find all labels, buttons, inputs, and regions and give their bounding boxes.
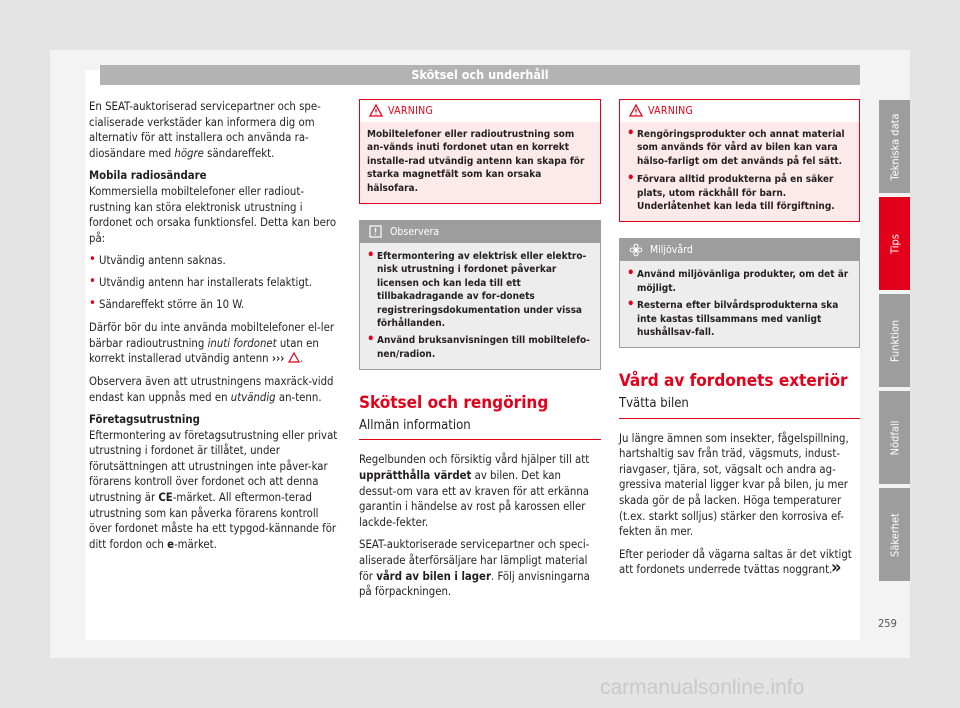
continue-arrow[interactable]: »	[831, 557, 842, 578]
antenna-paragraph: Därför bör du inte använda mobiltelefoner el-ler bärbar radioutrustning inuti fordonet utan en korrekt installerad utvändig antenn ››› .	[89, 321, 335, 366]
column-3	[619, 99, 860, 585]
flower-icon	[629, 243, 643, 257]
e-mark: e	[167, 537, 174, 551]
list-item: • Sändareffekt större än 10 W.	[89, 297, 341, 313]
tab-tips[interactable]: Tips	[879, 197, 910, 290]
note-title: Observera	[390, 226, 440, 239]
warning-triangle-icon	[288, 352, 300, 363]
list-item: • Rengöringsprodukter och annat material som används för vård av bilen kan vara hälso-farligt om det används på fel sätt.	[627, 128, 852, 168]
warning-triangle-icon	[369, 104, 383, 117]
cross-reference-arrow[interactable]: ›››	[271, 352, 285, 366]
salt-paragraph: Efter perioder då vägarna saltas är det viktigt att fordonets underrede tvättas noggrant.	[619, 547, 852, 577]
care-paragraph: Regelbunden och försiktig vård hjälper till att upprätthålla värdet av bilen. Det kan dessut-om vara ett av kraven för att erkänna garantin i händelse av rost på karossen eller lackde-fekter.	[359, 453, 590, 529]
warning-title: VARNING	[648, 105, 694, 117]
warning-triangle-icon	[629, 104, 643, 117]
mobile-paragraph: Kommersiella mobiltelefoner eller radiout-rustning kan störa elektronisk utrustning i fordonet och orsaka funktionsfel. Detta kan bero på:	[89, 184, 337, 245]
subsection-title: Allmän information	[359, 418, 601, 441]
column-2	[359, 99, 601, 607]
info-icon	[369, 225, 382, 238]
warning-text: Mobiltelefoner eller radioutrustning som an-vänds inuti fordonet utan en korrekt installe-rad utvändig antenn kan skapa för starka magnetfält som kan orsaka hälsofara.	[360, 122, 600, 203]
wash-paragraph: Ju längre ämnen som insekter, fågelspillning, hartshaltig sav från träd, vägsmuts, indust-riavgaser, tjära, sot, vägsalt och andra ag-gressiva material ligger kvar på bilen, ju mer skada gör de på lacken. Höga temperaturer (t.ex. starkt solljus) stärker den korrosiva ef-fekten än mer.	[619, 431, 849, 539]
warning-title: VARNING	[388, 105, 434, 117]
company-paragraph: Eftermontering av företagsutrustning eller privat utrustning i fordonet är tillåtet, under förutsättningen att utrustningen inte påver-kar förarens kontroll över fordonet och att denna utrustning är CE-märket. All eftermon-terad utrustning som kan påverka förarens kontroll över fordonet måste ha ett typgod-kännande för ditt fordon och e-märket.	[89, 428, 338, 551]
note-box	[359, 220, 601, 370]
list-item: • Resterna efter bilvårdsprodukterna ska inte kastas tillsammans med vanligt hushållsav-fall.	[627, 299, 852, 339]
list-item: • Använd miljövänliga produkter, om det är möjligt.	[627, 268, 852, 295]
dealer-paragraph: SEAT-auktoriserade servicepartner och speci-aliserade återförsäljare har lämpligt material för vård av bilen i lager. Följ anvisningarna på förpackningen.	[359, 538, 590, 599]
warning-box	[619, 99, 860, 222]
list-item: • Utvändig antenn saknas.	[89, 253, 341, 269]
warning-box	[359, 99, 601, 204]
page-number: 259	[878, 617, 897, 630]
range-paragraph: Observera även att utrustningens maxräck-vidd endast kan uppnås med en utvändig an-tenn.	[89, 374, 334, 404]
environment-box	[619, 238, 860, 348]
intro-paragraph: En SEAT-auktoriserad servicepartner och spe-cialiserade verkstäder kan informera dig om alternativ för att installera och använda ra-diosändare med högre sändareffekt.	[89, 100, 321, 160]
ce-mark: CE	[158, 491, 173, 505]
list-item: • Förvara alltid produkterna på en säker plats, utom räckhåll för barn. Underlåtenhet kan leda till förgiftning.	[627, 173, 852, 213]
section-title: Vård av fordonets exteriör	[619, 371, 848, 392]
section-title: Skötsel och rengöring	[359, 393, 549, 414]
company-heading: Företagsutrustning	[89, 413, 200, 427]
list-item: • Använd bruksanvisningen till mobiltelefo-nen/radion.	[367, 334, 593, 361]
tab-nodfall[interactable]: Nödfall	[879, 391, 910, 484]
tab-funktion[interactable]: Funktion	[879, 294, 910, 387]
page-header: Skötsel och underhåll	[100, 65, 860, 85]
mobile-heading: Mobila radiosändare	[89, 169, 207, 183]
tab-sakerhet[interactable]: Säkerhet	[879, 488, 910, 581]
column-1	[89, 99, 341, 559]
watermark: carmanualsonline.info	[600, 676, 805, 699]
list-item: • Utvändig antenn har installerats felaktigt.	[89, 275, 341, 291]
environment-title: Miljövård	[650, 244, 693, 257]
list-item: • Eftermontering av elektrisk eller elektro-nisk utrustning i fordonet påverkar licensen och kan leda till ett tillbakadragande av for-donets registreringsdokumentation under vissa förhållanden.	[367, 250, 593, 330]
subsection-title: Tvätta bilen	[619, 396, 860, 419]
tab-tekniska-data[interactable]: Tekniska data	[879, 100, 910, 193]
